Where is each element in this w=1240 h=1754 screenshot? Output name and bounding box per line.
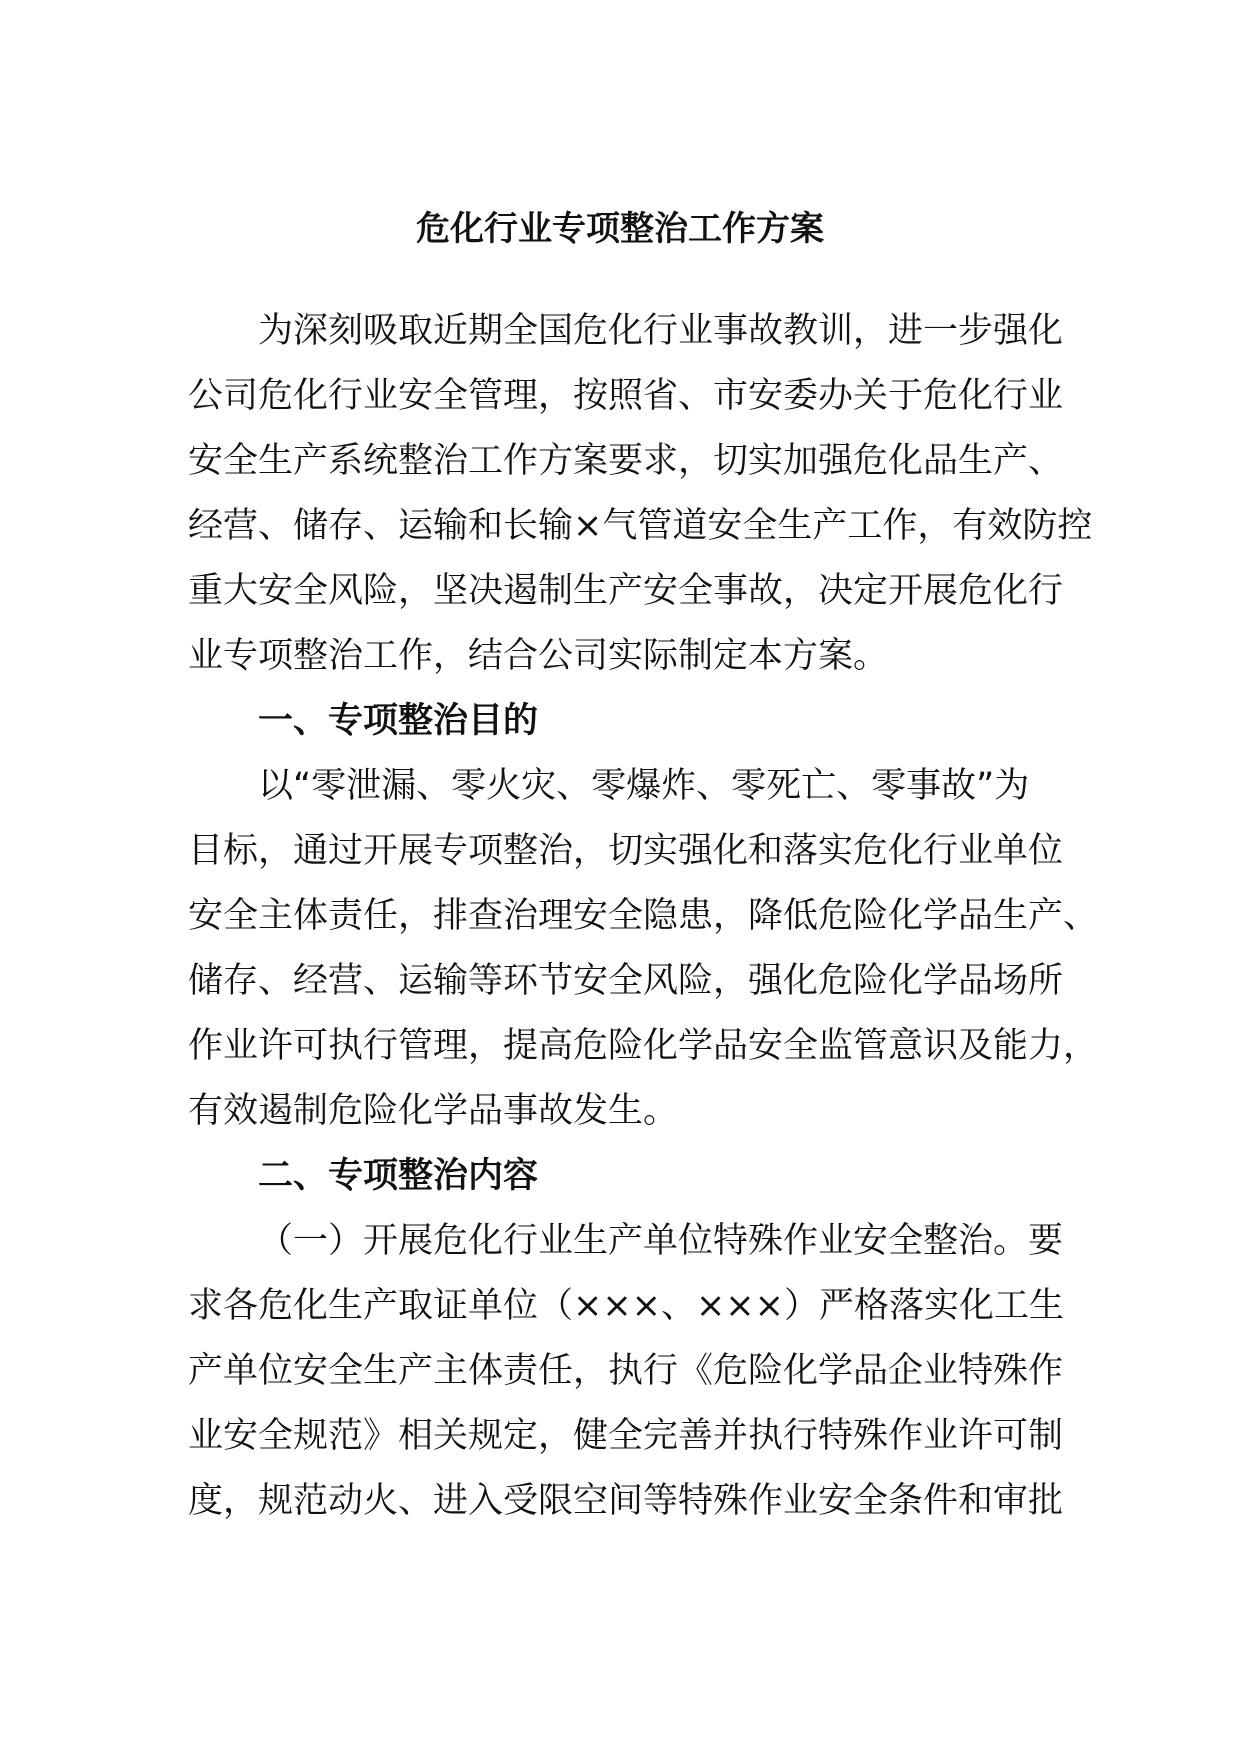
paragraph-line: 业安全规范》相关规定，健全完善并执行特殊作业许可制 [188, 1416, 1064, 1456]
paragraph-line: 以“零泄漏、零火灾、零爆炸、零死亡、零事故”为 [258, 766, 1030, 806]
paragraph-line: 作业许可执行管理，提高危险化学品安全监管意识及能力， [188, 1026, 1099, 1066]
paragraph-line: 产单位安全生产主体责任，执行《危险化学品企业特殊作 [188, 1351, 1064, 1391]
paragraph-line: 有效遏制危险化学品事故发生。 [188, 1091, 679, 1131]
paragraph-line: 业专项整治工作，结合公司实际制定本方案。 [188, 636, 889, 676]
paragraph-line: 公司危化行业安全管理，按照省、市安委办关于危化行业 [188, 376, 1064, 416]
paragraph-line: 安全生产系统整治工作方案要求，切实加强危化品生产、 [188, 441, 1064, 481]
paragraph-line: 安全主体责任，排查治理安全隐患，降低危险化学品生产、 [188, 896, 1099, 936]
paragraph-line: 为深刻吸取近期全国危化行业事故教训，进一步强化 [258, 311, 1064, 351]
paragraph-line: 重大安全风险，坚决遏制生产安全事故，决定开展危化行 [188, 571, 1064, 611]
paragraph-line: （一）开展危化行业生产单位特殊作业安全整治。要 [258, 1221, 1064, 1261]
paragraph-line: 目标，通过开展专项整治，切实强化和落实危化行业单位 [188, 831, 1064, 871]
paragraph-line: 储存、经营、运输等环节安全风险，强化危险化学品场所 [188, 961, 1064, 1001]
document-title: 危化行业专项整治工作方案 [416, 209, 824, 249]
paragraph-line: 度，规范动火、进入受限空间等特殊作业安全条件和审批 [188, 1481, 1064, 1521]
paragraph-line: 求各危化生产取证单位（×××、×××）严格落实化工生 [188, 1286, 1064, 1326]
paragraph-line: 经营、储存、运输和长输×气管道安全生产工作，有效防控 [188, 506, 1093, 546]
document-body [188, 299, 1099, 1534]
section-heading: 一、专项整治目的 [258, 701, 539, 741]
section-heading: 二、专项整治内容 [258, 1156, 539, 1196]
